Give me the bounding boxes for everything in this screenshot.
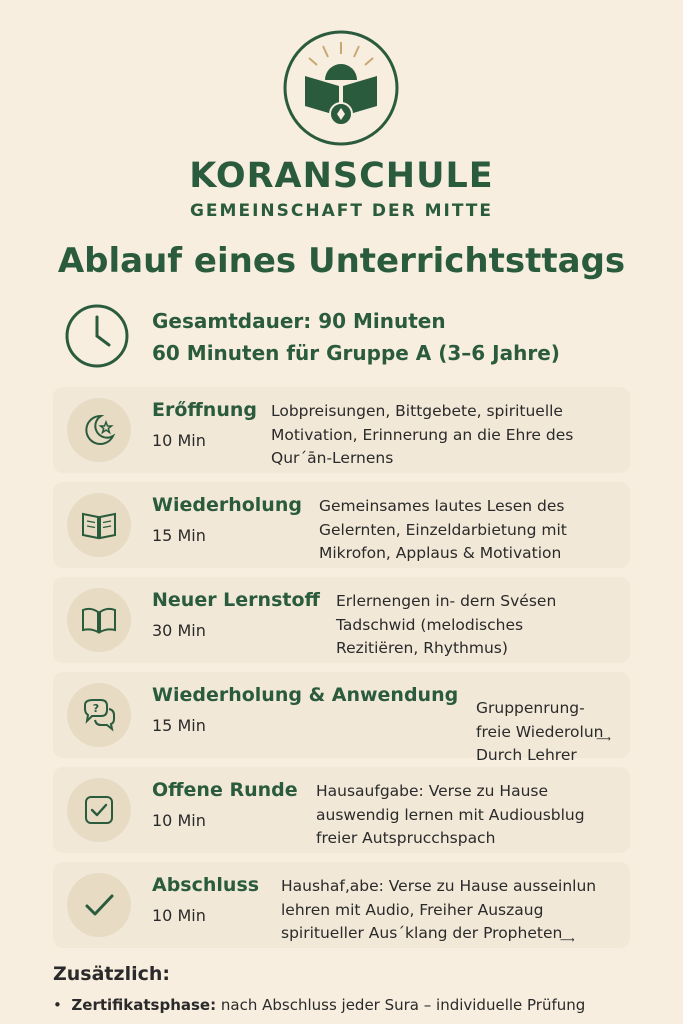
step-description: Lobpreisungen, Bittgebete, spirituelle Motivation, Erinnerung an die Ehre des Qur´ān-Lernens [271, 402, 574, 467]
step-icon-circle [67, 873, 131, 937]
step-description: Gemeinsames lautes Lesen des Gelernten, Einzeldarbietung mit Mikrofon, Applaus & Motivation [319, 497, 567, 562]
extra-item-label: Zertifikatsphase: [71, 996, 217, 1014]
step-duration: 10 Min [152, 811, 206, 830]
step-duration: 10 Min [152, 431, 206, 450]
step-description: Erlernengen in- dern Svésen Tadschwid (melodisches Rezitiëren, Rhythmus) [336, 592, 557, 657]
step-icon-circle [67, 493, 131, 557]
step-name: Erőffnung [152, 399, 257, 421]
step-name: Abschluss [152, 874, 260, 896]
step-name: Offene Runde [152, 779, 298, 801]
step-icon-circle [67, 778, 131, 842]
checkbox-icon [79, 790, 119, 830]
step-duration: 10 Min [152, 906, 206, 925]
school-logo [283, 30, 399, 146]
step-description: Hausaufgabe: Verse zu Hause auswendig lernen mit Audiousblug freier Autsprucchspach [316, 782, 585, 847]
open-book-icon [79, 600, 119, 640]
bullet-icon: • [53, 996, 72, 1014]
step-name: Wiederholung [152, 494, 302, 516]
brand-subtitle: GEMEINSCHAFT DER MITTE [189, 201, 494, 221]
step-description: Haushaf‚abe: Verse zu Hause ausseinlun lehren mit Audio, Freiher Auszaug spiritueller Aus´klang der Propheten ͢ [281, 877, 597, 942]
extra-heading: Zusätzlich: [53, 963, 170, 985]
step-description: Gruppenrung- freie Wiederolun͢ Durch Lehrer [476, 699, 604, 764]
extra-item-text: nach Abschluss jeder Sura – individuelle Prüfung [216, 996, 586, 1014]
step-card-eroeffnung [53, 387, 630, 473]
brand-name: KORANSCHULE [189, 156, 494, 196]
step-icon-circle [67, 398, 131, 462]
step-icon-circle [67, 683, 131, 747]
speech-bubbles-icon [79, 695, 119, 735]
step-card-offene-runde [53, 767, 630, 853]
extra-list-item [53, 996, 585, 1014]
step-card-neuer-lernstoff [53, 577, 630, 663]
step-card-wiederholung-anwendung [53, 672, 630, 764]
svg-text:?: ? [92, 702, 100, 715]
step-name: Wiederholung & Anwendung [152, 684, 459, 706]
step-card-abschluss [53, 862, 630, 948]
open-book-icon [79, 505, 119, 545]
group-duration: 60 Minuten für Gruppe A (3–6 Jahre) [152, 341, 560, 365]
clock-icon [64, 303, 130, 369]
step-duration: 15 Min [152, 716, 206, 735]
step-duration: 30 Min [152, 621, 206, 640]
page-title: Ablauf eines Unterrichtsttags [57, 241, 626, 281]
step-name: Neuer Lernstoff [152, 589, 320, 611]
step-duration: 15 Min [152, 526, 206, 545]
moon-star-icon [79, 410, 119, 450]
total-duration: Gesamtdauer: 90 Minuten [152, 309, 446, 333]
step-card-wiederholung [53, 482, 630, 568]
step-icon-circle [67, 588, 131, 652]
checkmark-icon [79, 885, 119, 925]
